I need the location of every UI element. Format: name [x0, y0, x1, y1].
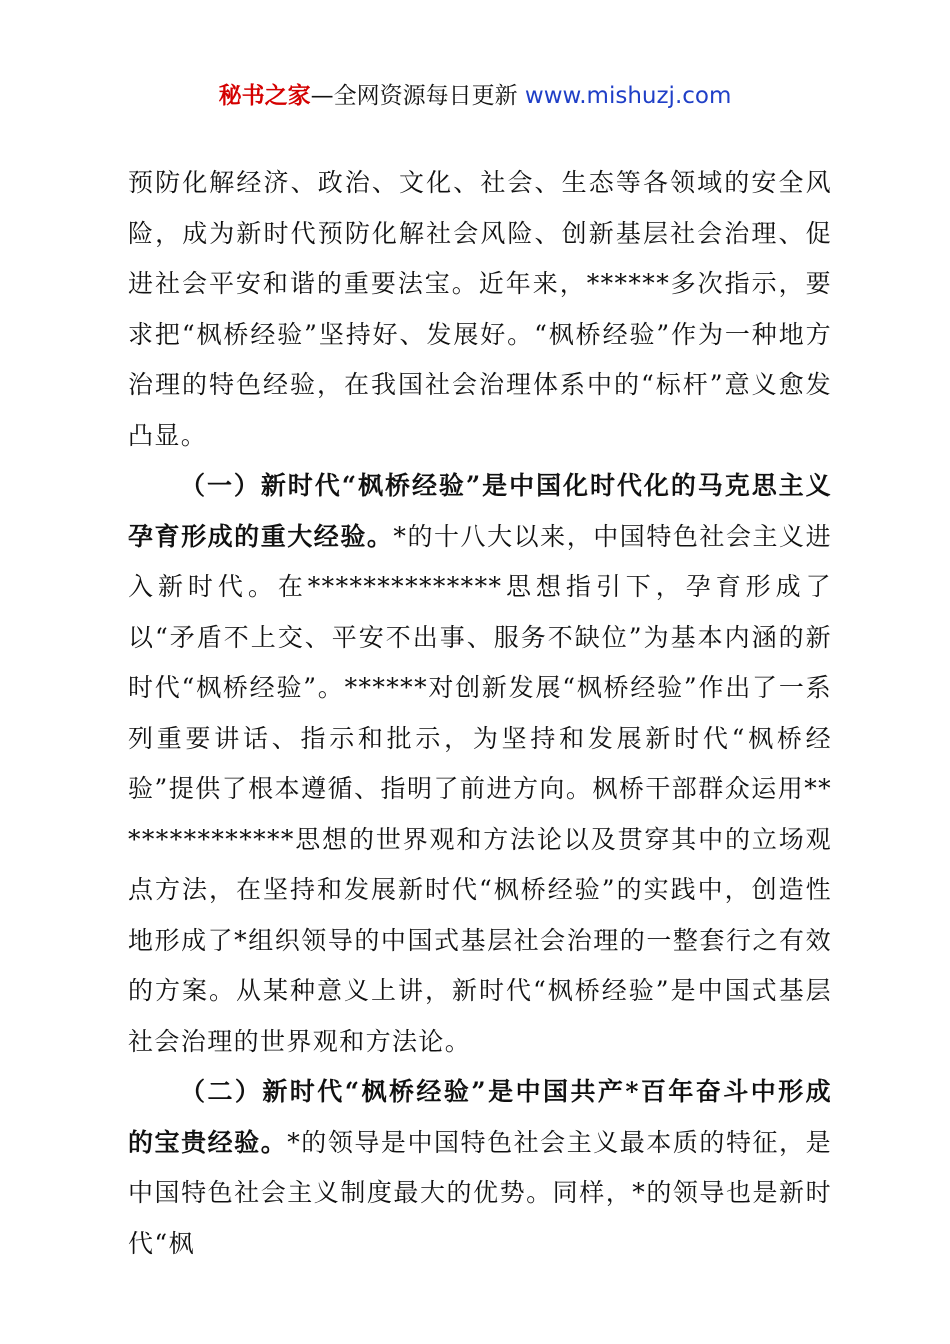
- site-header: [0, 80, 950, 112]
- paragraph-intro: 预防化解经济、政治、文化、社会、生态等各领域的安全风险，成为新时代预防化解社会风险、创新基层社会治理、促进社会平安和谐的重要法宝。近年来，******多次指示，要求把“枫桥经验”坚持好、发展好。“枫桥经验”作为一种地方治理的特色经验，在我国社会治理体系中的“标杆”意义愈发凸显。: [128, 168, 832, 450]
- site-brand: 秘书之家: [218, 83, 311, 109]
- paragraph-section-1: [128, 461, 832, 1067]
- site-slogan: —全网资源每日更新: [310, 83, 518, 109]
- paragraph-section-2: [128, 1067, 832, 1269]
- site-url-link[interactable]: www.mishuzj.com: [524, 83, 732, 109]
- section-1-text: *的十八大以来，中国特色社会主义进入新时代。在**************思想指引下，孕育形成了以“矛盾不上交、平安不出事、服务不缺位”为基本内涵的新时代“枫桥经验”。******对创新发展“枫桥经验”作出了一系列重要讲话、指示和批示，为坚持和发展新时代“枫桥经验”提供了根本遵循、指明了前进方向。枫桥干部群众运用**************思想的世界观和方法论以及贯穿其中的立场观点方法，在坚持和发展新时代“枫桥经验”的实践中，创造性地形成了*组织领导的中国式基层社会治理的一整套行之有效的方案。从某种意义上讲，新时代“枫桥经验”是中国式基层社会治理的世界观和方法论。: [128, 521, 832, 1056]
- document-body: [128, 158, 832, 1269]
- section-1-heading: （一）新时代“枫桥经验”是中国化时代化的马克思主义孕育形成的重大经验。: [128, 471, 832, 551]
- section-2-heading: （二）新时代“枫桥经验”是中国共产*百年奋斗中形成的宝贵经验。: [128, 1077, 832, 1157]
- section-2-text: *的领导是中国特色社会主义最本质的特征，是中国特色社会主义制度最大的优势。同样，*的领导也是新时代“枫: [128, 1127, 833, 1258]
